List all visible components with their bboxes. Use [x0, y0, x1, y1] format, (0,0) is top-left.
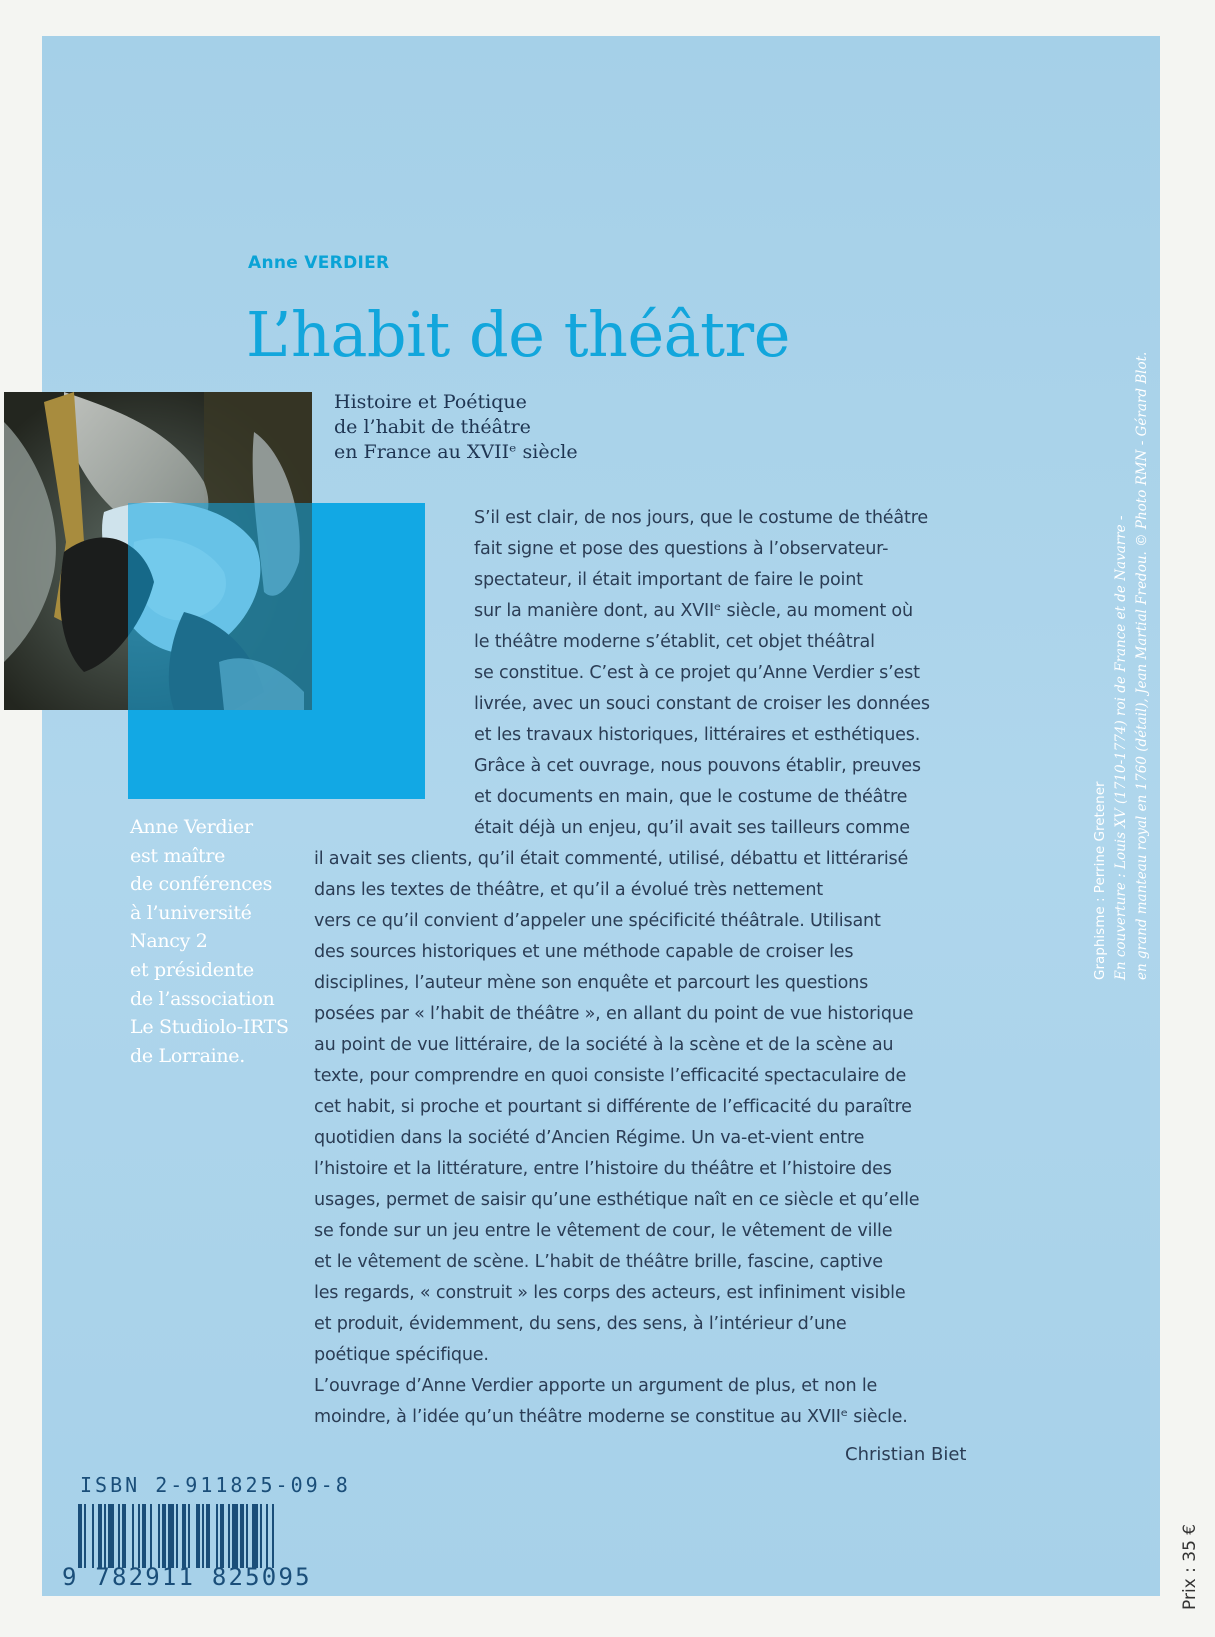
barcode-bar	[150, 1504, 152, 1568]
blurb-line: et produit, évidemment, du sens, des sens, à l’intérieur d’une	[314, 1314, 847, 1334]
blurb-line: quotidien dans la société d’Ancien Régime. Un va-et-vient entre	[314, 1128, 865, 1148]
bio-line: Anne Verdier	[130, 816, 253, 838]
blurb-line: disciplines, l’auteur mène son enquête et parcourt les questions	[314, 973, 869, 993]
blurb-line: l’histoire et la littérature, entre l’histoire du théâtre et l’histoire des	[314, 1159, 892, 1179]
author-bio	[130, 813, 289, 1070]
subtitle-line: en France au XVIIᵉ siècle	[334, 441, 578, 463]
barcode-bar	[98, 1504, 102, 1568]
barcode-bar	[206, 1504, 210, 1568]
barcode-bar	[246, 1504, 248, 1568]
blurb-line: il avait ses clients, qu’il était commenté, utilisé, débattu et littérarisé	[314, 849, 909, 869]
bio-line: à l’université	[130, 901, 252, 924]
blurb-line: les regards, « construit » les corps des acteurs, est infiniment visible	[314, 1283, 906, 1303]
barcode-bar	[202, 1504, 204, 1568]
blurb-line: S’il est clair, de nos jours, que le costume de théâtre	[474, 508, 928, 528]
bio-line: Nancy 2	[130, 930, 208, 953]
barcode-bar	[78, 1504, 82, 1568]
barcode-bar	[108, 1504, 114, 1568]
blurb-line: L’ouvrage d’Anne Verdier apporte un argument de plus, et non le	[314, 1376, 878, 1396]
barcode-bar	[118, 1504, 120, 1568]
barcode-bar	[168, 1504, 174, 1568]
barcode-bar	[188, 1504, 190, 1568]
bio-line: de conférences	[130, 873, 273, 896]
blurb-line: sur la manière dont, au XVIIᵉ siècle, au moment où	[474, 601, 913, 621]
blurb-line: se fonde sur un jeu entre le vêtement de cour, le vêtement de ville	[314, 1221, 893, 1241]
blurb-line: posées par « l’habit de théâtre », en allant du point de vue historique	[314, 1004, 914, 1024]
price-label: Prix : 35 €	[1180, 1523, 1200, 1610]
barcode-bar	[122, 1504, 126, 1568]
blurb-line: texte, pour comprendre en quoi consiste l’efficacité spectaculaire de	[314, 1066, 907, 1086]
book-title: L’habit de théâtre	[246, 298, 790, 371]
blurb-line: poétique spécifique.	[314, 1345, 489, 1365]
bio-line: est maître	[130, 844, 226, 867]
blurb-line: spectateur, il était important de faire le point	[474, 570, 863, 590]
barcode-bar	[162, 1504, 166, 1568]
subtitle-line: Histoire et Poétique	[334, 391, 527, 413]
barcode-bar	[92, 1504, 94, 1568]
book-subtitle	[334, 390, 578, 465]
barcode-bar	[252, 1504, 258, 1568]
credit-line: En couverture : Louis XV (1710-1774) roi de France et de Navarre -	[1113, 515, 1129, 980]
barcode	[78, 1504, 348, 1568]
barcode-bar	[232, 1504, 238, 1568]
ean-number: 9 782911 825095	[62, 1563, 312, 1591]
bio-line: de l’association	[130, 987, 275, 1010]
blurb-line: et les travaux historiques, littéraires et esthétiques.	[474, 725, 921, 745]
barcode-bar	[84, 1504, 86, 1568]
blurb-line: livrée, avec un souci constant de croiser les données	[474, 694, 930, 714]
credit-line: en grand manteau royal en 1760 (détail), Jean Martial Fredou. © Photo RMN - Gérard Blot.	[1134, 351, 1150, 980]
barcode-bar	[260, 1504, 262, 1568]
blurb-line: était déjà un enjeu, qu’il avait ses tailleurs comme	[474, 818, 910, 838]
blurb-line: dans les textes de théâtre, et qu’il a évolué très nettement	[314, 880, 823, 900]
blurb-line: usages, permet de saisir qu’une esthétique naît en ce siècle et qu’elle	[314, 1190, 920, 1210]
barcode-bar	[228, 1504, 230, 1568]
barcode-bar	[220, 1504, 224, 1568]
barcode-bar	[142, 1504, 146, 1568]
barcode-bar	[138, 1504, 140, 1568]
barcode-bar	[272, 1504, 274, 1568]
barcode-bar	[182, 1504, 186, 1568]
author-name: Anne VERDIER	[248, 253, 390, 273]
blurb-line: fait signe et pose des questions à l’observateur-	[474, 539, 889, 559]
barcode-bar	[266, 1504, 268, 1568]
blurb-line: se constitue. C’est à ce projet qu’Anne Verdier s’est	[474, 663, 920, 683]
image-credits	[1090, 352, 1153, 980]
barcode-bar	[216, 1504, 218, 1568]
barcode-bar	[158, 1504, 160, 1568]
subtitle-line: de l’habit de théâtre	[334, 416, 531, 438]
blurb-line: Grâce à cet ouvrage, nous pouvons établir, preuves	[474, 756, 921, 776]
blurb-line: et documents en main, que le costume de théâtre	[474, 787, 908, 807]
barcode-bar	[132, 1504, 134, 1568]
blurb-line: au point de vue littéraire, de la société à la scène et de la scène au	[314, 1035, 894, 1055]
isbn-label: ISBN 2-911825-09-8	[80, 1473, 351, 1497]
credit-line: Graphisme : Perrine Gretener	[1092, 781, 1108, 980]
blurb-line: moindre, à l’idée qu’un théâtre moderne se constitue au XVIIᵉ siècle.	[314, 1407, 908, 1427]
blurb-line: et le vêtement de scène. L’habit de théâtre brille, fascine, captive	[314, 1252, 883, 1272]
blurb-line: des sources historiques et une méthode capable de croiser les	[314, 942, 854, 962]
bio-line: Le Studiolo-IRTS	[130, 1016, 289, 1039]
blurb-line: vers ce qu’il convient d’appeler une spécificité théâtrale. Utilisant	[314, 911, 881, 931]
bio-line: et présidente	[130, 958, 254, 981]
blue-square-overlay	[128, 503, 312, 710]
blurb-line: cet habit, si proche et pourtant si différente de l’efficacité du paraître	[314, 1097, 912, 1117]
blurb-line: le théâtre moderne s’établit, cet objet théâtral	[474, 632, 875, 652]
barcode-bar	[196, 1504, 200, 1568]
blurb-signature: Christian Biet	[845, 1444, 967, 1465]
barcode-bar	[176, 1504, 178, 1568]
bio-line: de Lorraine.	[130, 1044, 245, 1067]
barcode-bar	[104, 1504, 106, 1568]
barcode-bar	[240, 1504, 244, 1568]
